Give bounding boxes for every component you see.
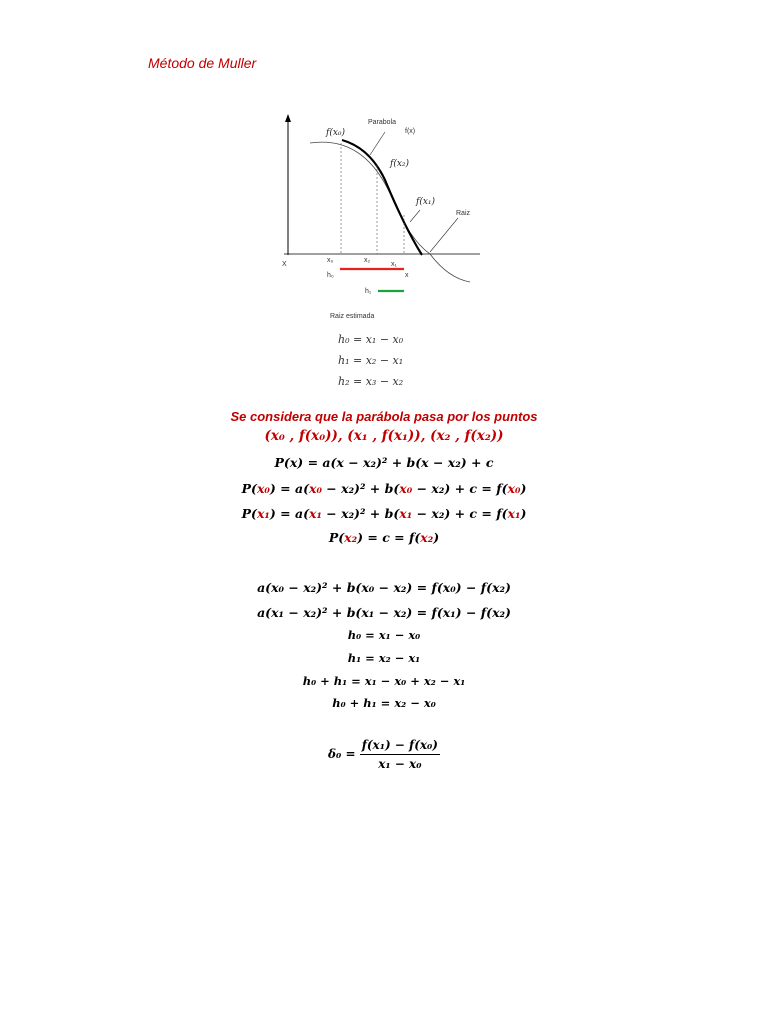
h-def-2: h₂ = x₃ − x₂ [338,375,404,388]
parabola-curve [342,140,422,255]
y-axis-arrow [285,114,291,122]
delta-numerator: f(x₁) − f(x₀) [360,738,440,755]
h-def-1: h₁ = x₂ − x₁ [338,354,404,367]
system-eq-5: h₀ + h₁ = x₂ − x₀ [332,696,436,710]
poly-x2-equation: P(x₂) = c = f(x₂) [328,530,440,545]
system-eq-3: h₁ = x₂ − x₁ [347,651,421,665]
tick-x2: x₂ [364,257,371,264]
label-h1: h₁ [365,288,372,295]
page-title: Método de Muller [148,55,257,71]
tick-x1: x₁ [391,261,397,268]
pointer-parabola [370,132,385,155]
delta-denominator: x₁ − x₀ [378,757,422,771]
system-eq-4: h₀ + h₁ = x₁ − x₀ + x₂ − x₁ [302,674,466,688]
system-eq-0: a(x₀ − x₂)² + b(x₀ − x₂) = f(x₀) − f(x₂) [257,580,511,595]
label-parabola: Parabola [368,119,397,126]
section-heading: Se considera que la parábola pasa por los puntos [230,409,538,424]
system-eq-2: h₀ = x₁ − x₀ [347,628,421,642]
label-h0: h₀ [327,272,334,279]
poly-equation: P(x) = a(x − x₂)² + b(x − x₂) + c [274,455,494,470]
tick-x: x [405,272,409,279]
muller-diagram [270,110,490,300]
pointer-raiz [430,218,458,252]
raiz-estimada-label: Raiz estimada [330,313,375,320]
label-raiz: Raiz [456,210,471,217]
poly-x1-equation: P(x₁) = a(x₁ − x₂)² + b(x₁ − x₂) + c = f(x₁) [241,506,527,521]
poly-x0-equation: P(x₀) = a(x₀ − x₂)² + b(x₀ − x₂) + c = f(x₀) [241,481,527,496]
pointer-fx1 [410,210,420,222]
delta-lhs: δ₀ = [328,747,356,761]
label-x-axis: X [282,261,287,268]
label-f-x2: f(x₂) [390,159,410,169]
label-f-x0: f(x₀) [326,128,346,138]
tick-x0: x₀ [327,257,334,264]
points-line: (x₀ , f(x₀)), (x₁ , f(x₁)), (x₂ , f(x₂)) [264,428,504,444]
system-eq-1: a(x₁ − x₂)² + b(x₁ − x₂) = f(x₁) − f(x₂) [257,605,511,620]
delta-equation [0,738,768,771]
label-f-x1: f(x₁) [416,197,436,207]
delta-fraction [360,738,440,771]
label-fx: f(x) [405,128,416,135]
h-def-0: h₀ = x₁ − x₀ [338,333,404,346]
